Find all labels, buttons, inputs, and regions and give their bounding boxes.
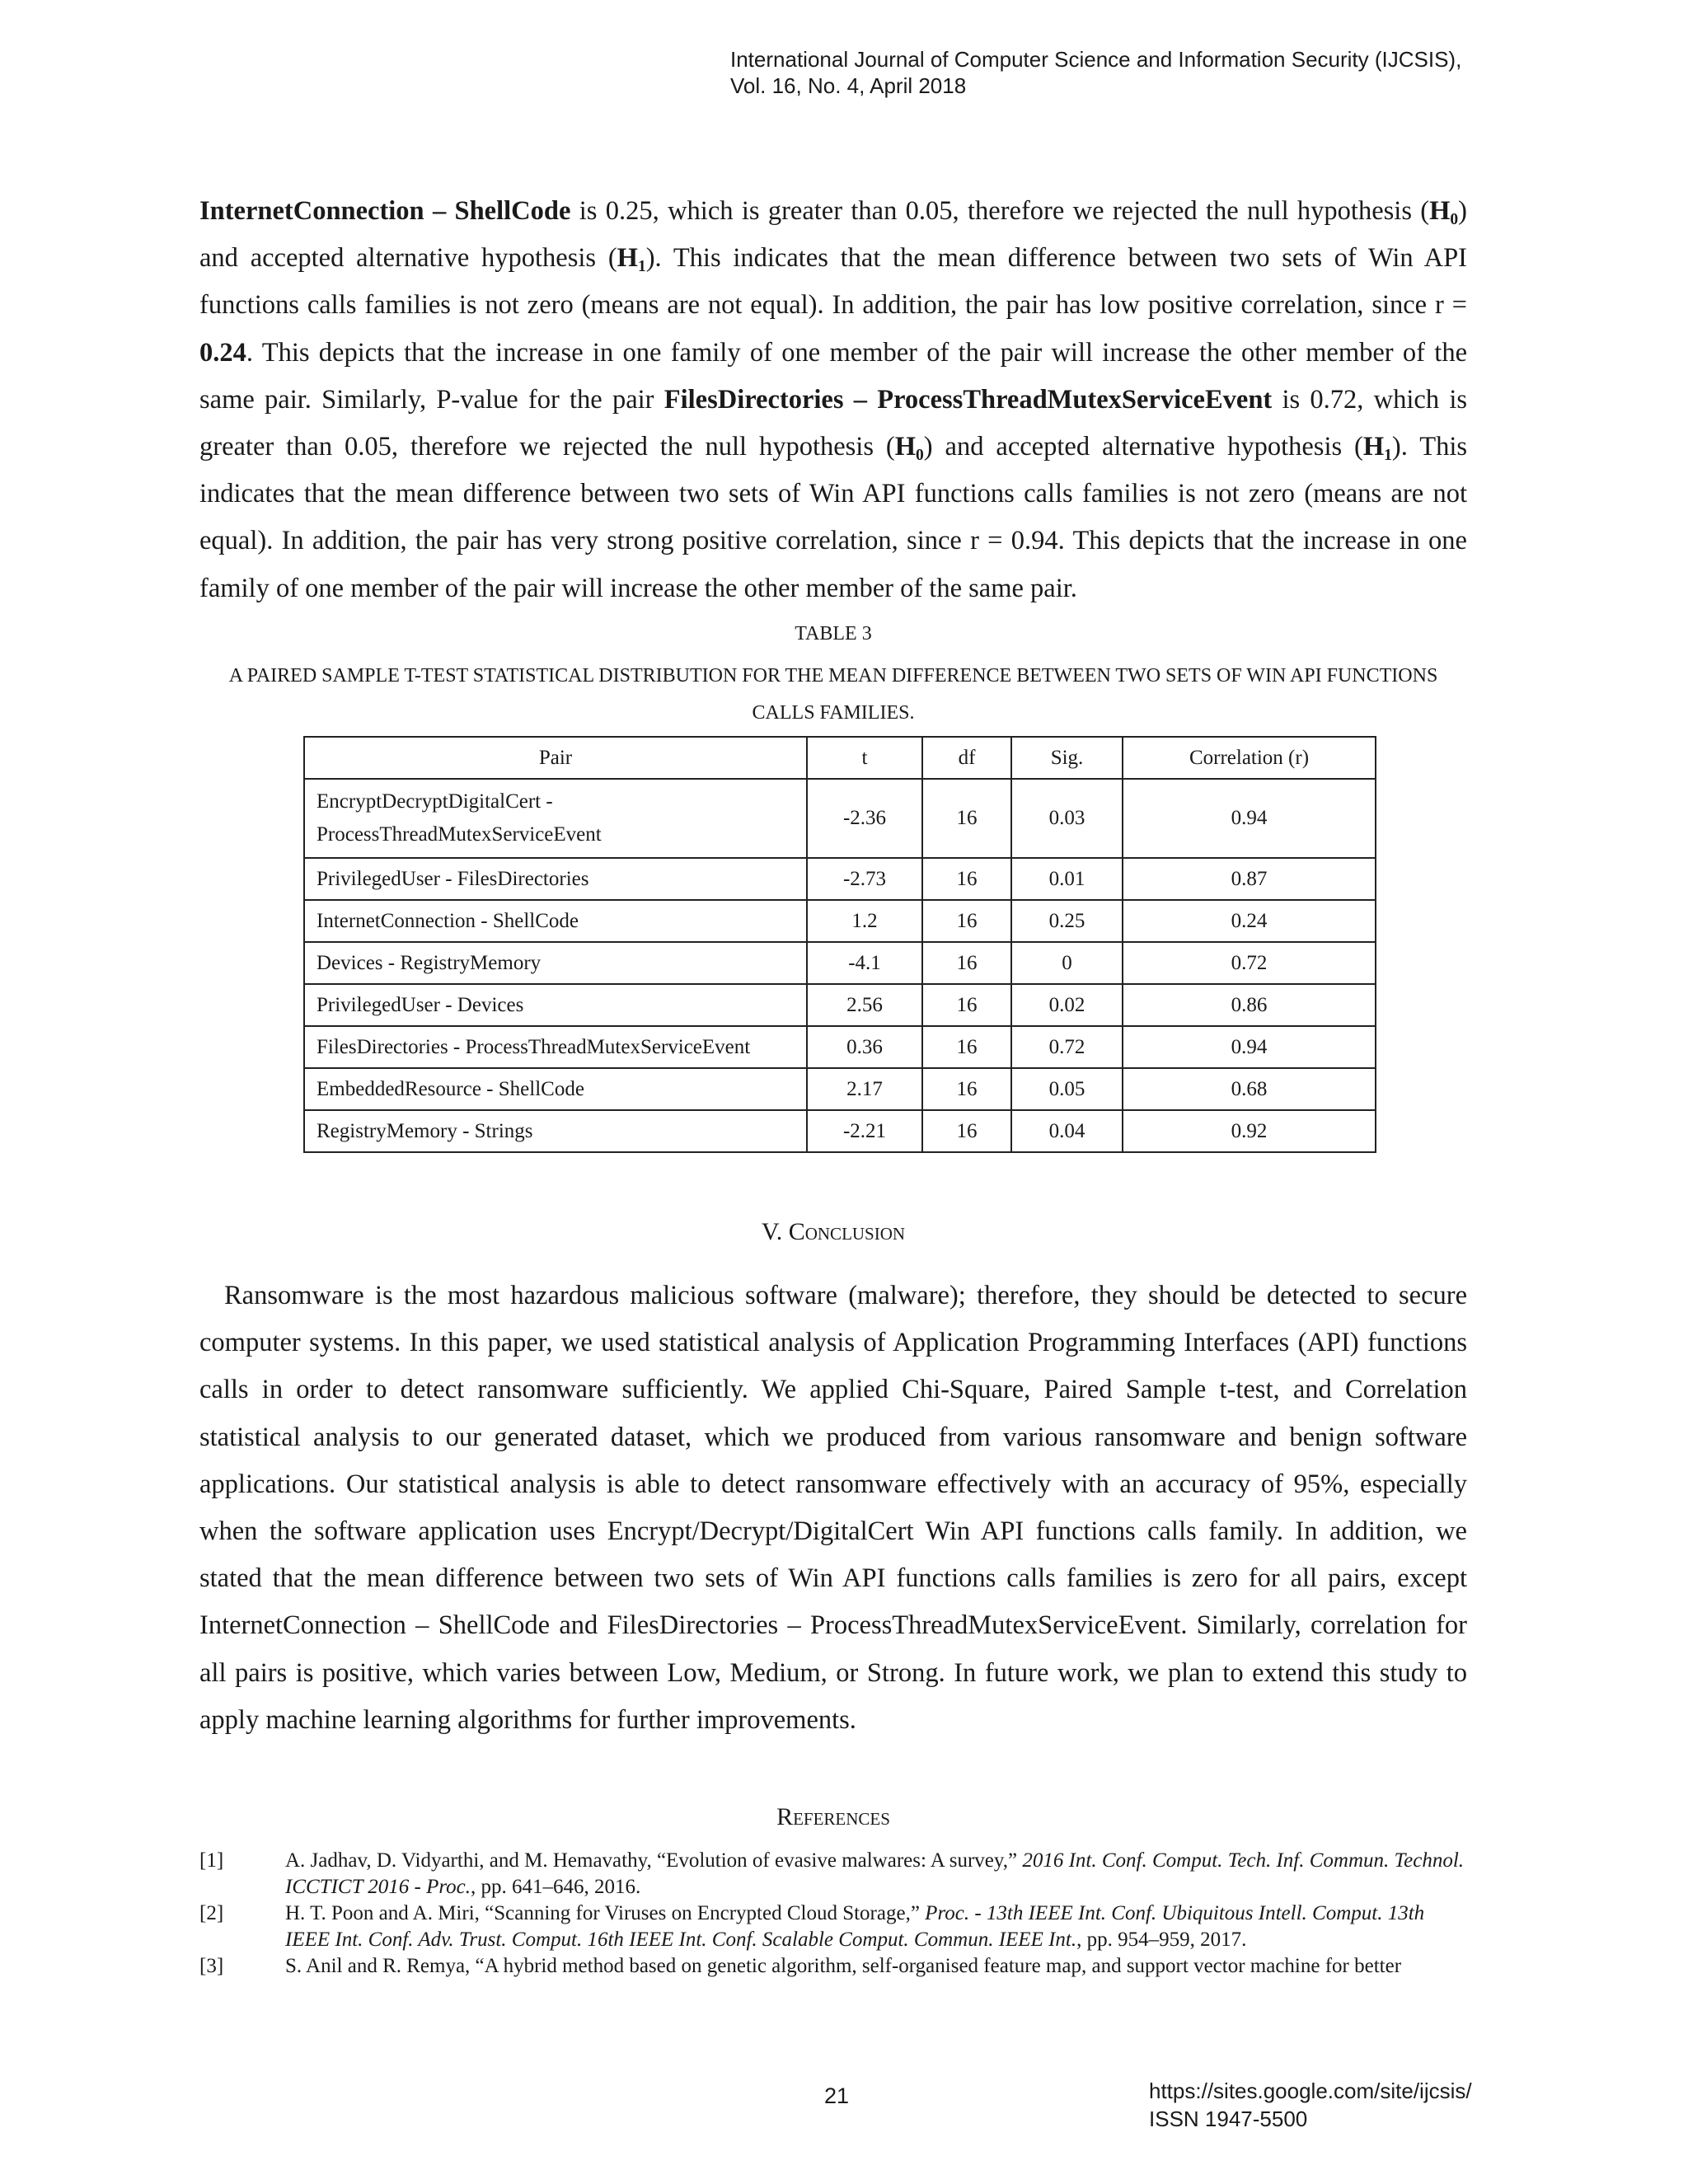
reference-number: [1] <box>199 1849 224 1872</box>
table-row <box>304 858 1376 900</box>
t-test-table <box>303 736 1376 1153</box>
cell-df: 16 <box>922 1068 1011 1110</box>
page-number: 21 <box>824 2083 850 2108</box>
cell-t: -2.36 <box>807 779 922 858</box>
section-number: V. <box>761 1218 783 1245</box>
issn: ISSN 1947-5500 <box>1149 2107 1308 2131</box>
cell-correlation: 0.72 <box>1123 942 1376 984</box>
cell-correlation: 0.86 <box>1123 984 1376 1026</box>
reference-item: [3] S. Anil and R. Remya, “A hybrid method based on genetic algorithm, self-organised feature map, and support vector machine for better <box>199 1953 1485 1980</box>
column-header-t: t <box>807 737 922 779</box>
cell-sig: 0.04 <box>1011 1110 1123 1152</box>
cell-pair: PrivilegedUser - Devices <box>304 984 807 1026</box>
footer-info <box>1149 2077 1472 2133</box>
cell-correlation: 0.68 <box>1123 1068 1376 1110</box>
alt-hypothesis: $H_1$ <box>1362 432 1392 465</box>
cell-pair: EmbeddedResource - ShellCode <box>304 1068 807 1110</box>
cell-t: 2.17 <box>807 1068 922 1110</box>
cell-t: -2.73 <box>807 858 922 900</box>
cell-correlation: 0.87 <box>1123 858 1376 900</box>
table-header-row <box>304 737 1376 779</box>
table-row <box>304 984 1376 1026</box>
pair-filesdirectories-processthread: FilesDirectories – ProcessThreadMutexServiceEvent <box>663 384 1273 415</box>
cell-pair: EncryptDecryptDigitalCert - ProcessThreadMutexServiceEvent <box>304 779 807 858</box>
section-heading-references <box>199 1803 1467 1831</box>
journal-header <box>730 46 1461 99</box>
cell-sig: 0 <box>1011 942 1123 984</box>
table-number: TABLE 3 <box>795 623 872 644</box>
section-heading-conclusion <box>199 1218 1467 1246</box>
cell-correlation: 0.94 <box>1123 1026 1376 1068</box>
cell-pair: Devices - RegistryMemory <box>304 942 807 984</box>
cell-df: 16 <box>922 942 1011 984</box>
null-hypothesis: $H_0$ <box>1429 196 1459 228</box>
journal-title: International Journal of Computer Science and Information Security (IJCSIS), <box>730 47 1462 72</box>
table-row <box>304 1068 1376 1110</box>
cell-sig: 0.01 <box>1011 858 1123 900</box>
cell-sig: 0.03 <box>1011 779 1123 858</box>
cell-df: 16 <box>922 779 1011 858</box>
cell-t: 0.36 <box>807 1026 922 1068</box>
null-hypothesis: $H_0$ <box>894 432 924 465</box>
conclusion-paragraph: Ransomware is the most hazardous malicious software (malware); therefore, they should be detected to secure computer systems. In this paper, we used statistical analysis of Application Programming Interfaces (API) functions calls in order to detect ransomware sufficiently. We applied Chi-Square, Paired Sample t-test, and Correlation statistical analysis to our generated dataset, which we produced from various ransomware and benign software applications. Our statistical analysis is able to detect ransomware effectively with an accuracy of 95%, especially when the software application uses Encrypt/Decrypt/DigitalCert Win API functions calls family. In addition, we stated that the mean difference between two sets of Win API functions calls families is zero for all pairs, except InternetConnection – ShellCode and FilesDirectories – ProcessThreadMutexServiceEvent. Similarly, correlation for all pairs is positive, which varies between Low, Medium, or Strong. In future work, we plan to extend this study to apply machine learning algorithms for further improvements. <box>199 1281 1467 1735</box>
references-title: References <box>776 1803 890 1830</box>
table-row <box>304 942 1376 984</box>
cell-df: 16 <box>922 1110 1011 1152</box>
cell-correlation: 0.24 <box>1123 900 1376 942</box>
column-header-pair: Pair <box>304 737 807 779</box>
cell-df: 16 <box>922 900 1011 942</box>
column-header-sig: Sig. <box>1011 737 1123 779</box>
reference-item: [1] A. Jadhav, D. Vidyarthi, and M. Hemavathy, “Evolution of evasive malwares: A survey,” 2016 Int. Conf. Comput. Tech. Inf. Commun. Technol. ICCTICT 2016 - Proc., pp. 641–646, 2016. <box>199 1849 1465 1898</box>
cell-df: 16 <box>922 984 1011 1026</box>
cell-pair: RegistryMemory - Strings <box>304 1110 807 1152</box>
journal-volume: Vol. 16, No. 4, April 2018 <box>730 73 967 98</box>
reference-item: [2] H. T. Poon and A. Miri, “Scanning for Viruses on Encrypted Cloud Storage,” Proc. - 13th IEEE Int. Conf. Ubiquitous Intell. Comput. 13th IEEE Int. Conf. Adv. Trust. Comput. 16th IEEE Int. Conf. Scalable Comput. Commun. IEEE Int., pp. 954–959, 2017. <box>199 1902 1425 1951</box>
reference-number: [2] <box>199 1902 224 1924</box>
reference-number: [3] <box>199 1955 224 1977</box>
table-caption: A PAIRED SAMPLE T-TEST STATISTICAL DISTRIBUTION FOR THE MEAN DIFFERENCE BETWEEN TWO SETS OF WIN API FUNCTIONS CALLS FAMILIES. <box>228 665 1438 724</box>
table-row <box>304 779 1376 858</box>
cell-pair: InternetConnection - ShellCode <box>304 900 807 942</box>
cell-t: -4.1 <box>807 942 922 984</box>
table-row <box>304 900 1376 942</box>
intro-paragraph: InternetConnection – ShellCode is 0.25, which is greater than 0.05, therefore we rejected the null hypothesis $(H_0)$ and accepted alternative hypothesis $(H_1)$. This indicates that the mean difference between two sets of Win API functions calls families is not zero (means are not equal). In addition, the pair has low positive correlation, since r = 0.24. This depicts that the increase in one family of one member of the pair will increase the other member of the same pair. Similarly, P-value for the pair FilesDirectories – ProcessThreadMutexServiceEvent is 0.72, which is greater than 0.05, therefore we rejected the null hypothesis $(H_0)$ and accepted alternative hypothesis $(H_1)$. This indicates that the mean difference between two sets of Win API functions calls families is not zero (means are not equal). In addition, the pair has very strong positive correlation, since r = 0.94. This depicts that the increase in one family of one member of the pair will increase the other member of the same pair. <box>199 196 1468 603</box>
journal-url: https://sites.google.com/site/ijcsis/ <box>1149 2079 1472 2103</box>
cell-sig: 0.05 <box>1011 1068 1123 1110</box>
cell-t: -2.21 <box>807 1110 922 1152</box>
cell-t: 2.56 <box>807 984 922 1026</box>
cell-correlation: 0.92 <box>1123 1110 1376 1152</box>
cell-correlation: 0.94 <box>1123 779 1376 858</box>
cell-t: 1.2 <box>807 900 922 942</box>
cell-sig: 0.72 <box>1011 1026 1123 1068</box>
cell-pair: PrivilegedUser - FilesDirectories <box>304 858 807 900</box>
cell-df: 16 <box>922 1026 1011 1068</box>
cell-df: 16 <box>922 858 1011 900</box>
correlation-value: 0.24 <box>199 337 246 368</box>
column-header-correlation: Correlation (r) <box>1123 737 1376 779</box>
table-row <box>304 1026 1376 1068</box>
table-row <box>304 1110 1376 1152</box>
cell-sig: 0.25 <box>1011 900 1123 942</box>
pair-internetconnection-shellcode: InternetConnection – ShellCode <box>199 196 571 226</box>
column-header-df: df <box>922 737 1011 779</box>
section-title: Conclusion <box>788 1218 906 1245</box>
alt-hypothesis: $H_1$ <box>617 243 646 276</box>
cell-sig: 0.02 <box>1011 984 1123 1026</box>
cell-pair: FilesDirectories - ProcessThreadMutexServiceEvent <box>304 1026 807 1068</box>
